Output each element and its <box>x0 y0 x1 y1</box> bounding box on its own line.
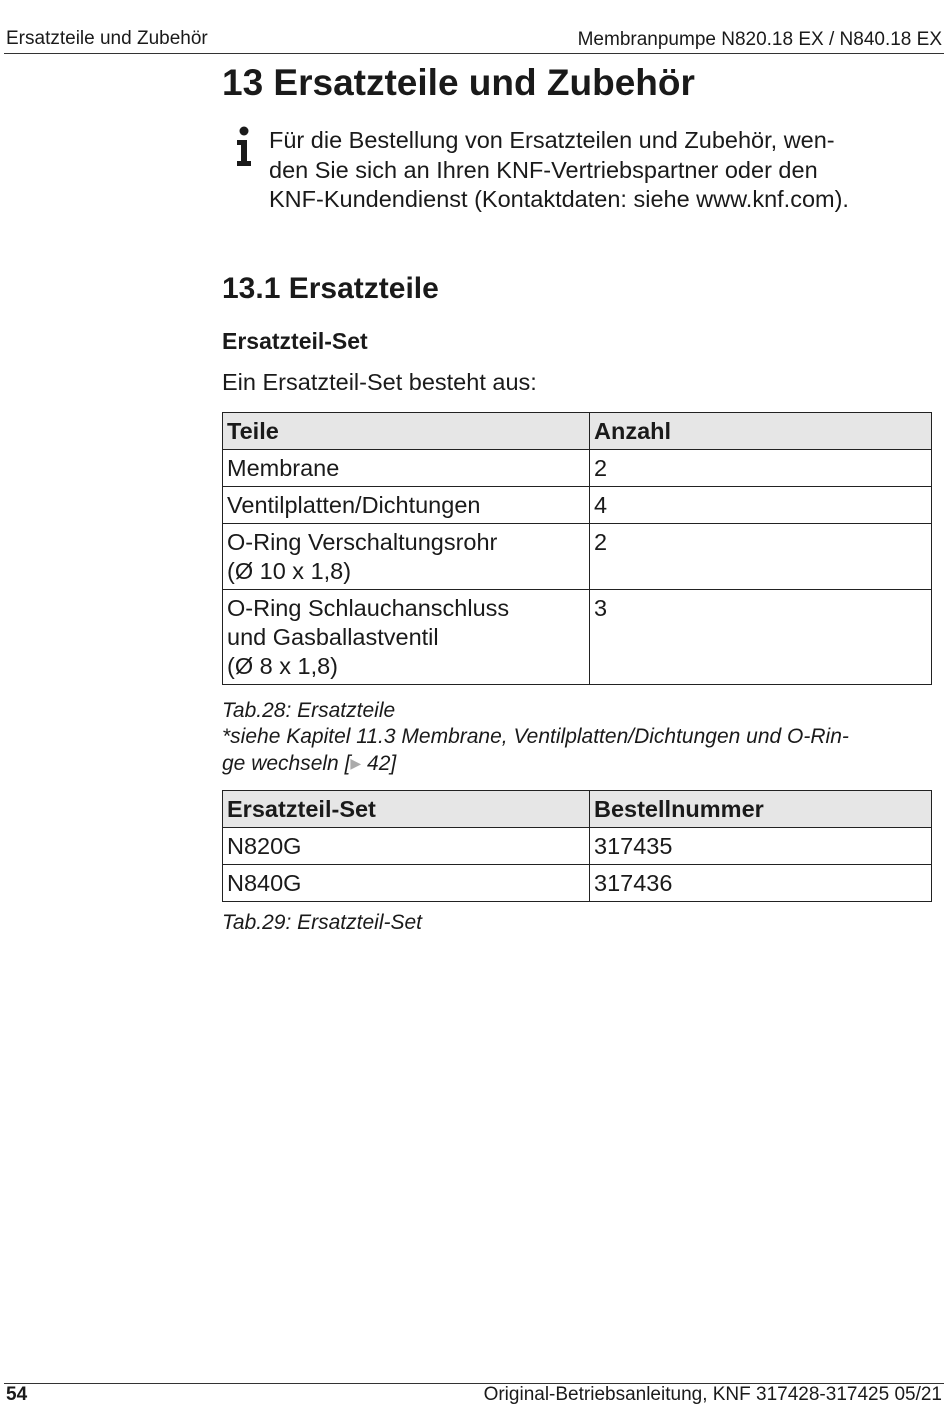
set-name-cell: N840G <box>223 865 590 902</box>
page-number: 54 <box>6 1384 28 1405</box>
running-header-right: Membranpumpe N820.18 EX / N840.18 EX <box>577 29 942 50</box>
chapter-title: 13 Ersatzteile und Zubehör <box>222 62 695 103</box>
part-count-cell: 4 <box>590 487 932 524</box>
column-header: Bestellnummer <box>590 791 932 828</box>
info-note-line: den Sie sich an Ihren KNF-Vertriebspartner oder den <box>269 156 818 183</box>
part-name-cell <box>223 450 590 487</box>
subsection-title: Ersatzteil-Set <box>222 328 368 354</box>
table-row <box>223 524 932 590</box>
part-name-cell <box>223 590 590 685</box>
intro-text: Ein Ersatzteil-Set besteht aus: <box>222 369 537 395</box>
set-name-cell: N820G <box>223 828 590 865</box>
chapter-reference-note <box>222 723 922 777</box>
table-row <box>223 590 932 685</box>
table-row <box>223 828 932 865</box>
order-number-cell: 317435 <box>590 828 932 865</box>
info-note-line: Für die Bestellung von Ersatzteilen und Zubehör, wen- <box>269 127 835 153</box>
part-name-line: (Ø 10 x 1,8) <box>227 558 352 584</box>
column-header: Teile <box>223 413 590 450</box>
column-header: Anzahl <box>590 413 932 450</box>
part-name-cell <box>223 524 590 590</box>
part-name-line: O-Ring Schlauchanschluss <box>227 595 510 621</box>
table-row <box>223 865 932 902</box>
table-caption: Tab.28: Ersatzteile <box>222 699 396 722</box>
running-header-left: Ersatzteile und Zubehör <box>6 28 208 49</box>
part-count-cell: 2 <box>590 524 932 590</box>
table-row <box>223 450 932 487</box>
parts-table <box>222 412 932 685</box>
info-icon <box>234 126 254 168</box>
document-reference: Original-Betriebsanleitung, KNF 317428-317425 05/21 <box>483 1384 942 1405</box>
table-caption: Tab.29: Ersatzteil-Set <box>222 911 422 934</box>
header-divider <box>4 53 944 54</box>
order-number-cell: 317436 <box>590 865 932 902</box>
part-name-line: Ventilplatten/Dichtungen <box>227 492 481 518</box>
info-note-line: KNF-Kundendienst (Kontaktdaten: siehe www.knf.com). <box>269 186 849 212</box>
part-name-line: Membrane <box>227 455 340 481</box>
table-row <box>223 487 932 524</box>
part-name-line: und Gasballastventil <box>227 624 439 650</box>
note-line-prefix: ge wechseln [ <box>222 752 351 775</box>
note-line: *siehe Kapitel 11.3 Membrane, Ventilplatten/Dichtungen und O-Rin- <box>222 725 849 748</box>
part-count-cell: 2 <box>590 450 932 487</box>
part-name-line: O-Ring Verschaltungsrohr <box>227 529 498 555</box>
table-header-row <box>223 413 932 450</box>
part-name-cell <box>223 487 590 524</box>
table-header-row <box>223 791 932 828</box>
spare-set-table <box>222 790 932 902</box>
part-name-line: (Ø 8 x 1,8) <box>227 653 339 679</box>
page-reference[interactable]: 42] <box>361 752 397 775</box>
column-header: Ersatzteil-Set <box>223 791 590 828</box>
link-arrow-icon[interactable]: ▶ <box>350 755 362 771</box>
info-note <box>269 126 929 215</box>
section-title: 13.1 Ersatzteile <box>222 272 439 305</box>
part-count-cell: 3 <box>590 590 932 685</box>
